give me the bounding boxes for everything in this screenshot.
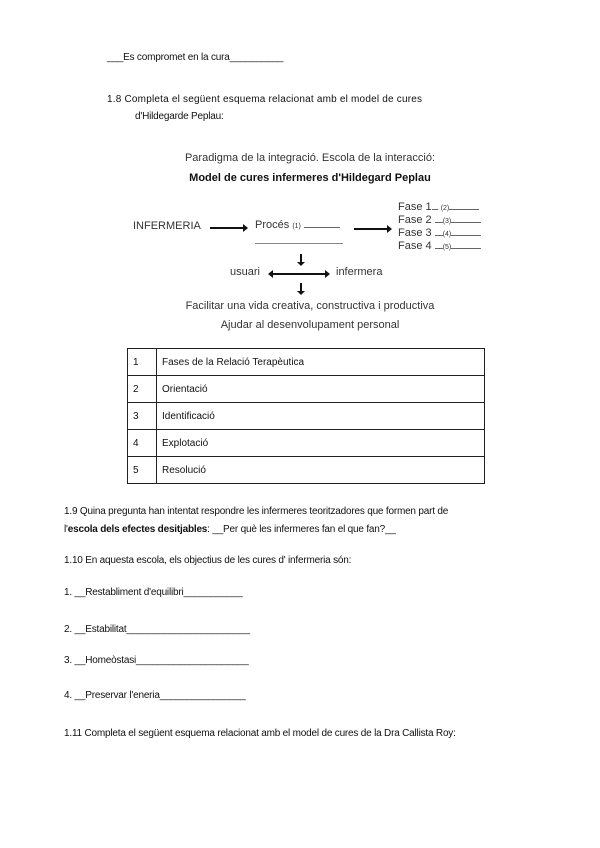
diagram-subtitle: Paradigma de la integració. Escola de la interacció:: [184, 152, 436, 164]
arrow-right-icon: [210, 227, 244, 229]
blank-line: [255, 243, 343, 244]
row-number: 1: [128, 349, 157, 376]
phase-3: Fase 3 (4): [398, 227, 481, 239]
table-row: [128, 403, 485, 430]
objective-3: 3. __Homeòstasi_____________________: [64, 655, 249, 666]
diagram-goal-2: Ajudar al desenvolupament personal: [220, 319, 400, 331]
question-1-9: 1.9 Quina pregunta han intentat respondre les infermeres teoritzadores que formen part de: [64, 506, 449, 517]
item-3: ___Es compromet en la cura__________: [107, 52, 284, 63]
diagram-goal-1: Facilitar una vida creativa, constructiva i productiva: [185, 300, 435, 312]
diagram-process: Procés (1): [255, 219, 340, 231]
phase-2: Fase 2 (3): [398, 214, 481, 226]
phase-1: Fase 1 (2): [398, 201, 479, 213]
row-number: 2: [128, 376, 157, 403]
row-number: 4: [128, 430, 157, 457]
arrow-right-icon: [354, 228, 388, 230]
table-row: [128, 349, 485, 376]
row-text: Identificació: [157, 403, 485, 430]
question-1-8-cont: d'Hildegarde Peplau:: [135, 111, 224, 122]
phase-4: Fase 4 (5): [398, 240, 481, 252]
diagram-nurse: infermera: [336, 266, 383, 278]
row-text: Explotació: [157, 430, 485, 457]
diagram-user: usuari: [230, 266, 260, 278]
row-text: Resolució: [157, 457, 485, 484]
row-number: 5: [128, 457, 157, 484]
arrow-down-icon: [300, 254, 302, 263]
question-1-9-answer: l'escola dels efectes desitjables: __Per què les infermeres fan el que fan?__: [64, 524, 396, 535]
objective-4: 4. __Preservar l'eneria________________: [64, 690, 246, 701]
row-text: Orientació: [157, 376, 485, 403]
row-text: Fases de la Relació Terapèutica: [157, 349, 485, 376]
question-1-10: 1.10 En aquesta escola, els objectius de les cures d' infermeria són:: [64, 555, 352, 566]
diagram-title: Model de cures infermeres d'Hildegard Peplau: [189, 172, 431, 184]
phases-table: [127, 348, 485, 484]
row-number: 3: [128, 403, 157, 430]
question-1-8: 1.8 Completa el següent esquema relacionat amb el model de cures: [107, 94, 423, 105]
arrow-down-icon: [300, 283, 302, 292]
double-arrow-icon: [272, 273, 326, 275]
objective-1: 1. __Restabliment d'equilibri___________: [64, 587, 243, 598]
question-1-11: 1.11 Completa el següent esquema relacionat amb el model de cures de la Dra Callista Roy:: [64, 728, 456, 739]
table-row: [128, 430, 485, 457]
table-row: [128, 376, 485, 403]
table-row: [128, 457, 485, 484]
diagram-infermeria: INFERMERIA: [133, 220, 201, 232]
objective-2: 2. __Estabilitat_______________________: [64, 624, 250, 635]
